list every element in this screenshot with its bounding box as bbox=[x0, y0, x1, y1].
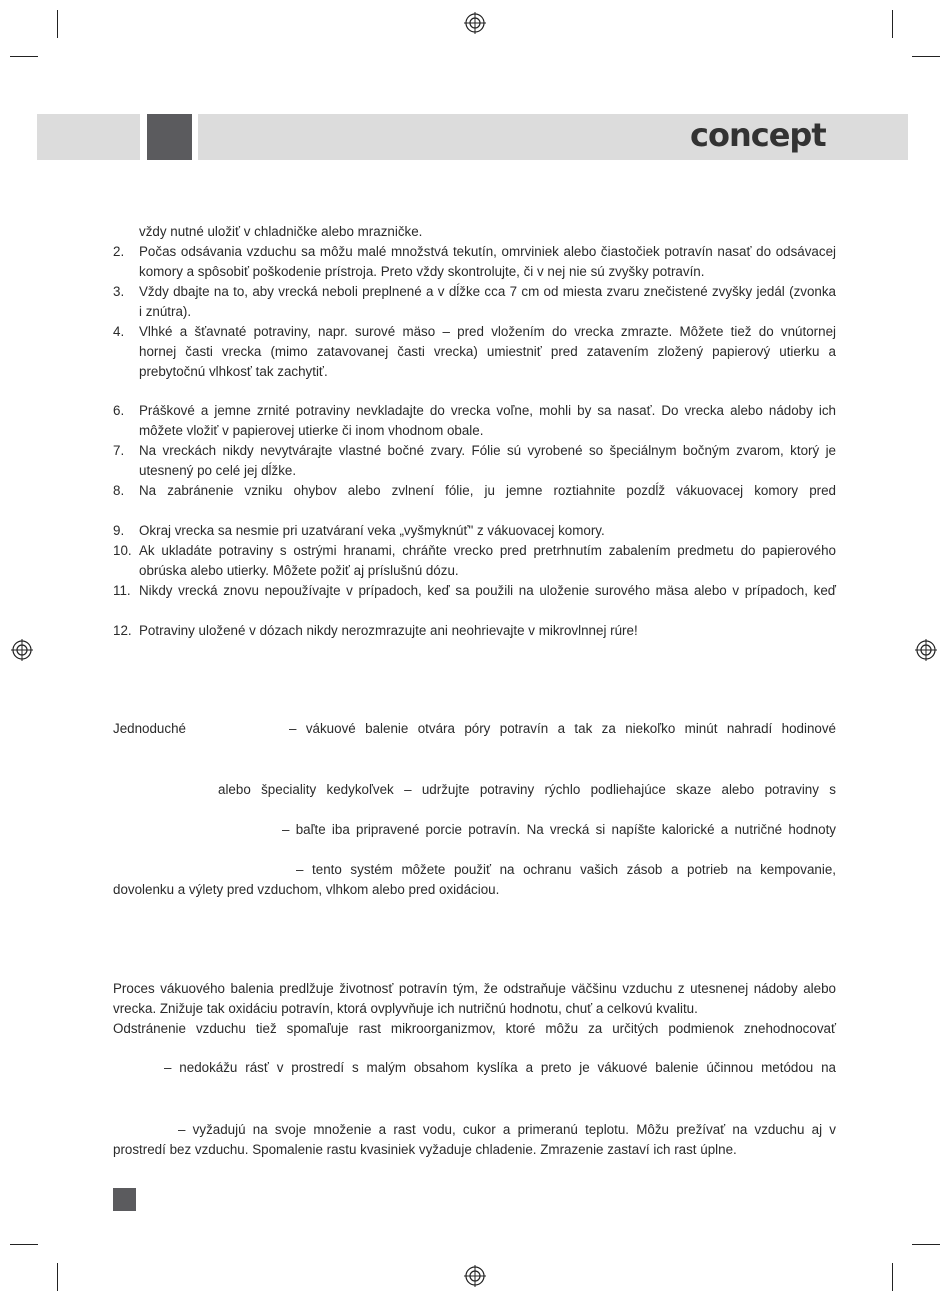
process-text: Proces vákuového balenia predlžuje životnosť potravín tým, že odstraňuje väčšinu vzduchu z utesnenej nádoby alebo bbox=[113, 981, 836, 996]
list-item-number: 4. bbox=[113, 324, 125, 339]
list-item-text: Nikdy vrecká znovu nepoužívajte v prípadoch, keď sa použili na uloženie surového mäsa alebo v prípadoch, keď bbox=[139, 583, 836, 598]
list-item-text: Práškové a jemne zrnité potraviny nevkladajte do vrecka voľne, mohli by sa nasať. Do vrecka alebo nádoby ich bbox=[139, 403, 836, 418]
crop-mark bbox=[57, 10, 58, 38]
process-text: Odstránenie vzduchu tiež spomaľuje rast mikroorganizmov, ktoré môžu za určitých podmienok znehodnocovať bbox=[113, 1021, 836, 1036]
list-item-text: Ak ukladáte potraviny s ostrými hranami, chráňte vrecko pred pretrhnutím zabalením predmetu do papierového bbox=[139, 543, 836, 558]
brand-logo: concept bbox=[690, 116, 826, 154]
crop-mark bbox=[10, 56, 38, 57]
list-item-number: 12. bbox=[113, 623, 132, 638]
list-item-text: môžete vložiť v papierovej utierke či inom vhodnom obale. bbox=[139, 423, 484, 438]
benefit-text: alebo špeciality kedykoľvek – udržujte potraviny rýchlo podliehajúce skaze alebo potraviny s bbox=[218, 782, 836, 797]
registration-mark-icon bbox=[11, 639, 33, 661]
list-item-number: 11. bbox=[113, 583, 131, 598]
benefit-text: – tento systém môžete použiť na ochranu vašich zásob a potrieb na kempovanie, bbox=[296, 862, 836, 877]
process-text: vrecka. Znižuje tak oxidáciu potravín, ktorá ovplyvňuje ich nutričnú hodnotu, chuť a celkovú kvalitu. bbox=[113, 1001, 698, 1016]
list-item-text: utesnený po celé jej dĺžke. bbox=[139, 463, 297, 478]
list-item-number: 3. bbox=[113, 284, 125, 299]
list-item-text: Okraj vrecka sa nesmie pri uzatváraní veka „vyšmyknúť" z vákuovacej komory. bbox=[139, 523, 605, 538]
crop-mark bbox=[912, 1244, 940, 1245]
list-item-number: 2. bbox=[113, 244, 125, 259]
list-item-text: vždy nutné uložiť v chladničke alebo mrazničke. bbox=[139, 224, 423, 239]
list-item-text: hornej časti vrecka (mimo zatavovanej časti vrecka) umiestniť pred zatavením zložený papierový utierku a bbox=[139, 344, 836, 359]
crop-mark bbox=[892, 10, 893, 38]
list-item-text: Počas odsávania vzduchu sa môžu malé množstvá tekutín, omrviniek alebo čiastočiek potravín nasať do odsávacej bbox=[139, 244, 836, 259]
list-item-text: Na vreckách nikdy nevytvárajte vlastné bočné zvary. Fólie sú vyrobené so špeciálnym bočným zvarom, ktorý je bbox=[139, 443, 836, 458]
benefit-text: dovolenku a výlety pred vzduchom, vlhkom alebo pred oxidáciou. bbox=[113, 882, 500, 897]
list-item-number: 8. bbox=[113, 483, 125, 498]
header-square bbox=[147, 114, 192, 160]
list-item-number: 7. bbox=[113, 443, 125, 458]
list-item-text: Vždy dbajte na to, aby vrecká neboli preplnené a v dĺžke cca 7 cm od miesta zvaru znečistené zvyšky jedál (zvonka bbox=[139, 284, 836, 299]
list-item-text: i znútra). bbox=[139, 304, 192, 319]
crop-mark bbox=[57, 1263, 58, 1291]
page-number-marker bbox=[113, 1188, 136, 1211]
crop-mark bbox=[10, 1244, 38, 1245]
header-bar bbox=[37, 114, 140, 160]
list-item-text: Na zabránenie vzniku ohybov alebo zvlnení fólie, ju jemne roztiahnite pozdĺž vákuovacej komory pred bbox=[139, 483, 836, 498]
crop-mark bbox=[912, 56, 940, 57]
registration-mark-icon bbox=[915, 639, 937, 661]
list-item-text: Potraviny uložené v dózach nikdy nerozmrazujte ani neohrievajte v mikrovlnnej rúre! bbox=[139, 623, 638, 638]
process-text: prostredí bez vzduchu. Spomalenie rastu kvasiniek vyžaduje chladenie. Zmrazenie zastaví ich rast úplne. bbox=[113, 1142, 737, 1157]
list-item-text: Vlhké a šťavnaté potraviny, napr. surové mäso – pred vložením do vrecka zmrazte. Môžete tiež do vnútornej bbox=[139, 324, 836, 339]
list-item-number: 10. bbox=[113, 543, 132, 558]
benefit-lead: Jednoduché bbox=[113, 721, 186, 736]
list-item-number: 6. bbox=[113, 403, 125, 418]
benefit-text: – vákuové balenie otvára póry potravín a tak za niekoľko minút nahradí hodinové bbox=[289, 721, 836, 736]
list-item-text: obrúska alebo utierky. Môžete požiť aj príslušnú dózu. bbox=[139, 563, 459, 578]
list-item-text: komory a spôsobiť poškodenie prístroja. Preto vždy skontrolujte, či v nej nie sú zvyšky potravín. bbox=[139, 264, 705, 279]
process-text: – nedokážu rásť v prostredí s malým obsahom kyslíka a preto je vákuové balenie účinnou metódou na bbox=[164, 1060, 836, 1075]
benefit-text: – baľte iba pripravené porcie potravín. Na vrecká si napíšte kalorické a nutričné hodnoty bbox=[282, 822, 836, 837]
list-item-text: prebytočnú vlhkosť tak zachytiť. bbox=[139, 364, 328, 379]
process-text: – vyžadujú na svoje množenie a rast vodu, cukor a primeranú teplotu. Môžu prežívať na vzduchu aj v bbox=[178, 1122, 836, 1137]
registration-mark-icon bbox=[464, 12, 486, 34]
registration-mark-icon bbox=[464, 1265, 486, 1287]
list-item-number: 9. bbox=[113, 523, 125, 538]
crop-mark bbox=[892, 1263, 893, 1291]
